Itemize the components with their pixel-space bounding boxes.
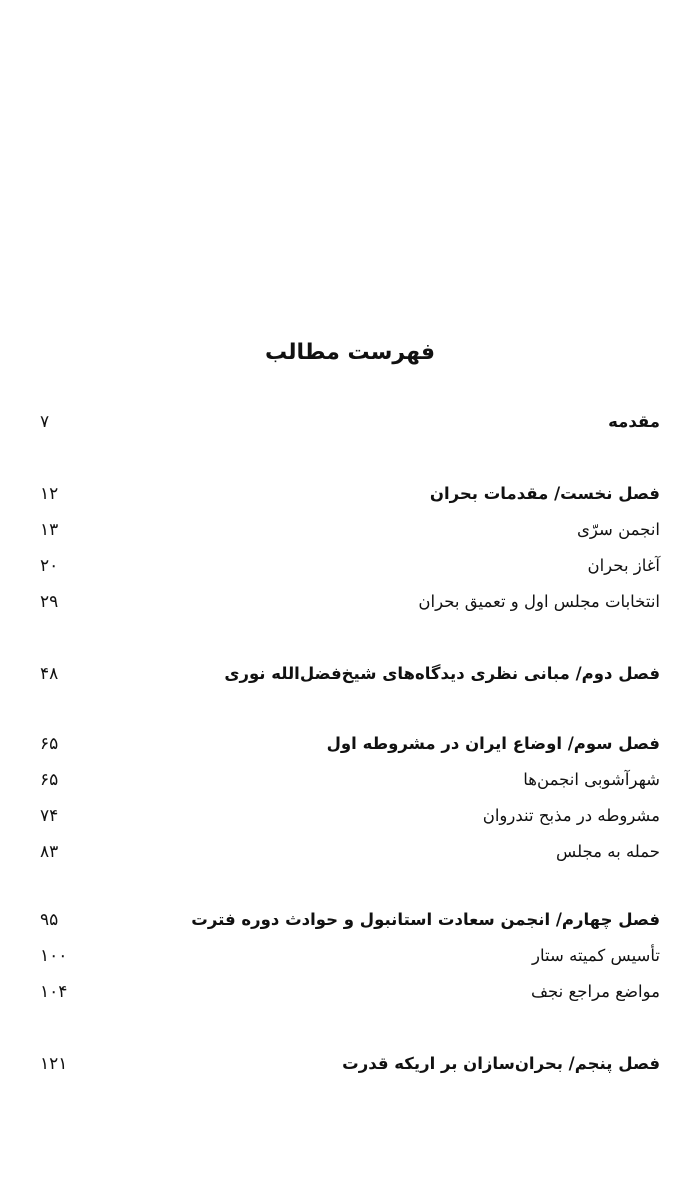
toc-entry-title: حمله به مجلس <box>556 842 660 861</box>
toc-entry-title: آغاز بحران <box>587 556 660 575</box>
toc-entry-chapter-3 <box>40 728 660 760</box>
toc-entry-page-number: ۶۵ <box>40 734 59 754</box>
toc-entry-title: مواضع مراجع نجف <box>530 982 660 1001</box>
toc-entry-page-number: ۷ <box>40 412 50 432</box>
toc-entry-chapter-5 <box>40 1048 660 1080</box>
toc-entry-page-number: ۱۰۴ <box>40 982 68 1002</box>
toc-entry-title: مشروطه در مذبح تندروان <box>482 806 660 825</box>
toc-entry-page-number: ۶۵ <box>40 770 59 790</box>
toc-entry-section <box>40 976 660 1008</box>
toc-entry-page-number: ۱۰۰ <box>40 946 68 966</box>
toc-entry-chapter-1 <box>40 478 660 510</box>
toc-entry-title: فصل سوم/ اوضاع ایران در مشروطه اول <box>326 734 660 753</box>
toc-entry-section <box>40 836 660 868</box>
toc-entry-section <box>40 586 660 618</box>
toc-entry-title: فصل چهارم/ انجمن سعادت استانبول و حوادث دوره فترت <box>191 910 660 929</box>
toc-entry-page-number: ۱۳ <box>40 520 59 540</box>
toc-entry-page-number: ۹۵ <box>40 910 59 930</box>
toc-entry-section <box>40 514 660 546</box>
toc-entry-page-number: ۱۲ <box>40 484 59 504</box>
toc-entry-chapter-2 <box>40 658 660 690</box>
toc-entry-title: فصل نخست/ مقدمات بحران <box>429 484 660 503</box>
toc-entry-section <box>40 764 660 796</box>
toc-entry-title: انجمن سرّی <box>576 520 660 539</box>
toc-entry-title: فصل پنجم/ بحران‌سازان بر اریکه قدرت <box>342 1054 660 1073</box>
toc-entry-page-number: ۱۲۱ <box>40 1054 68 1074</box>
toc-entry-section <box>40 800 660 832</box>
toc-entry-page-number: ۸۳ <box>40 842 59 862</box>
toc-entry-title: انتخابات مجلس اول و تعمیق بحران <box>418 592 660 611</box>
toc-entry-title: فصل دوم/ مبانی نظری دیدگاه‌های شیخ‌فضل‌الله نوری <box>224 664 660 683</box>
toc-entry-section <box>40 550 660 582</box>
toc-entry-page-number: ۷۴ <box>40 806 59 826</box>
toc-entry-introduction <box>40 406 660 438</box>
toc-entry-title: مقدمه <box>608 412 660 431</box>
toc-entry-page-number: ۲۹ <box>40 592 59 612</box>
page-title: فهرست مطالب <box>264 340 436 365</box>
toc-entry-page-number: ۲۰ <box>40 556 59 576</box>
toc-entry-page-number: ۴۸ <box>40 664 59 684</box>
toc-entry-section <box>40 940 660 972</box>
toc-entry-title: شهرآشوبی انجمن‌ها <box>523 770 660 789</box>
toc-entry-title: تأسیس کمیته ستار <box>532 946 660 965</box>
toc-entry-chapter-4 <box>40 904 660 936</box>
